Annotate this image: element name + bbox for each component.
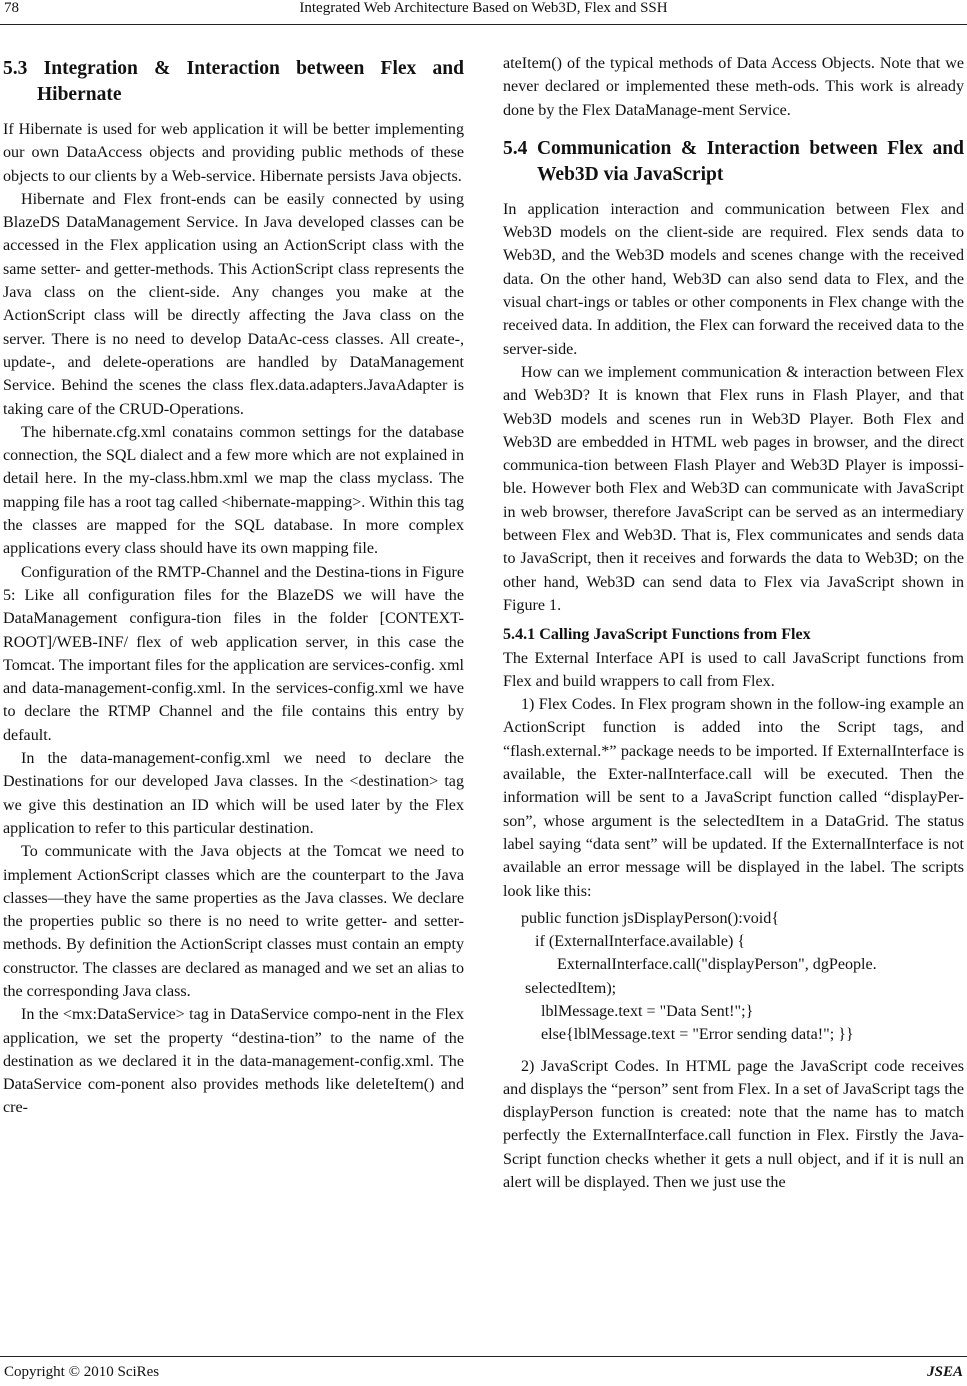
paragraph: In the data-management-config.xml we need to declare the Destinations for our developed Java classes. In the <destination> tag we give this destination an ID which will be used later by the Flex application to refer to this particular destination. bbox=[3, 750, 464, 837]
code-line: selectedItem); bbox=[525, 979, 617, 997]
section-heading-5-4: 5.4 Communication & Interaction between Flex and Web3D via JavaScript bbox=[503, 137, 964, 185]
section-heading-5-3: 5.3 Integration & Interaction between Flex and Hibernate bbox=[3, 58, 464, 105]
paragraph: How can we implement communication & interaction between Flex and Web3D? It is known that Flex runs in Flash Player, and that Web3D models and scenes run in Web3D Player. Both Flex and Web3D are embedded in HTML web pages in browser, and the direct communica-tion between Flash Player and Web3D Player is impossi-ble. However both Flex and Web3D can communicate with JavaScript in web browser, therefore JavaScript can be served as an intermediary between Flex and Web3D. That is, Flex communicates and sends data to JavaScript, then it receives and forwards the data to Web3D; on the other hand, Web3D can send data to Flex via JavaScript shown in Figure 1. bbox=[503, 363, 964, 614]
left-column bbox=[3, 52, 464, 1120]
footer-rule bbox=[0, 1356, 967, 1357]
page-header bbox=[0, 0, 967, 26]
paragraph: The hibernate.cfg.xml conatains common settings for the database connection, the SQL dialect and a few more which are not explained in detail here. In the my-class.hbm.xml we map the class myclass. The mapping file has a root tag called <hibernate-mapping>. Within this tag the classes are mapped for the SQL database. In more complex applications every class should have its own mapping file. bbox=[3, 423, 465, 558]
paragraph: The External Interface API is used to call JavaScript functions from Flex and build wrappers to call from Flex. bbox=[503, 649, 964, 690]
spacer bbox=[503, 122, 964, 132]
paragraph: 2) JavaScript Codes. In HTML page the JavaScript code receives and displays the “person” sent from Flex. In a set of JavaScript tags the displayPerson function is created: note that the name has to match perfectly the ExternalInterface.call function in Flex. Firstly the Java-Script function checks whether it gets a null object, and if it is null an alert will be displayed. Then we just use the bbox=[503, 1057, 964, 1192]
subsection-heading-5-4-1: 5.4.1 Calling JavaScript Functions from Flex bbox=[503, 626, 811, 644]
code-line: public function jsDisplayPerson():void{ bbox=[521, 909, 780, 927]
paragraph: Hibernate and Flex front-ends can be easily connected by using BlazeDS DataManagement Service. In Java developed classes can be accessed in the Flex application using an ActionScript class with the same setter- and getter-methods. This ActionScript class represents the Java class on the client-side. Any changes you make at the ActionScript class will be directly affecting the Java class on the server. There is no need to develop DataAc-cess classes. All create-, update-, and delete-operations are handled by DataManagement Service. Behind the scenes the class flex.data.adapters.JavaAdapter is taking care of the CRUD-Operations. bbox=[3, 190, 464, 418]
header-rule bbox=[0, 24, 967, 25]
paragraph-continuation: ateItem() of the typical methods of Data Access Objects. Note that we never declared or implemented these meth-ods. This work is already done by the Flex DataManage-ment Service. bbox=[503, 55, 964, 119]
paragraph: To communicate with the Java objects at the Tomcat we need to implement ActionScript classes which are the counterpart to the Java classes—they have the same properties as the Java classes. We declare the properties public so there is no need to write getter- and setter-methods. By definition the ActionScript classes must contain an empty constructor. The classes are declared as managed and we set an alias to the corresponding Java class. bbox=[3, 843, 464, 1000]
paragraph: Configuration of the RMTP-Channel and the Destina-tions in Figure 5: Like all configuration files for the BlazeDS we will have the DataManagement configura-tion files in the folder [CONTEXT-ROOT]/WEB-INF/ flex of web application server, in this case the Tomcat. The important files for the application are services-config. xml and data-management-config.xml. In the services-config.xml we have to declare the RTMP Channel and the file contains this entry by default. bbox=[3, 563, 464, 744]
running-title: Integrated Web Architecture Based on Web3D, Flex and SSH bbox=[299, 0, 668, 16]
paragraph: In application interaction and communication between Flex and Web3D models on the client-side are required. Flex sends data to Web3D, and the Web3D models and scenes change with the received data. On the other hand, Web3D can also send data to Flex, and the visual chart-ings or tables or other components in Flex change with the received data. In addition, the Flex can forward the received data to the server-side. bbox=[503, 200, 964, 358]
page-number: 78 bbox=[4, 0, 19, 16]
page-footer bbox=[0, 1346, 967, 1386]
code-line: if (ExternalInterface.available) { bbox=[535, 933, 746, 951]
right-column bbox=[503, 52, 964, 1194]
code-line: lblMessage.text = "Data Sent!";} bbox=[541, 1002, 754, 1020]
paragraph: 1) Flex Codes. In Flex program shown in the follow-ing example an ActionScript function is added into the Script tags, and “flash.external.*” package needs to be imported. If ExternalInterface is available, the Exter-nalInterface.call will be executed. Then the information will be sent to a JavaScript function called “displayPer-son”, whose argument is the selectedItem in a DataGrid. The status label saying “data sent” will be updated. If the ExternalInterface is not available an error message will be displayed in the label. The scripts look like this: bbox=[503, 696, 964, 900]
journal-abbreviation: JSEA bbox=[927, 1364, 963, 1380]
copyright-notice: Copyright © 2010 SciRes bbox=[4, 1364, 160, 1380]
code-block bbox=[503, 907, 964, 1047]
paragraph: If Hibernate is used for web application it will be better implementing our own DataAccess objects and providing public methods of these objects to our clients by a Web-service. Hibernate persists Java objects. bbox=[3, 121, 464, 185]
paragraph: In the <mx:DataService> tag in DataService compo-nent in the Flex application, we set the property “destina-tion” to the name of the destination as we declared it in the data-management-config.xml. The DataService com-ponent also provides methods like deleteItem() and cre- bbox=[3, 1006, 464, 1117]
code-line: ExternalInterface.call("displayPerson", dgPeople. bbox=[557, 956, 877, 974]
code-line: else{lblMessage.text = "Error sending data!"; }} bbox=[541, 1026, 854, 1044]
